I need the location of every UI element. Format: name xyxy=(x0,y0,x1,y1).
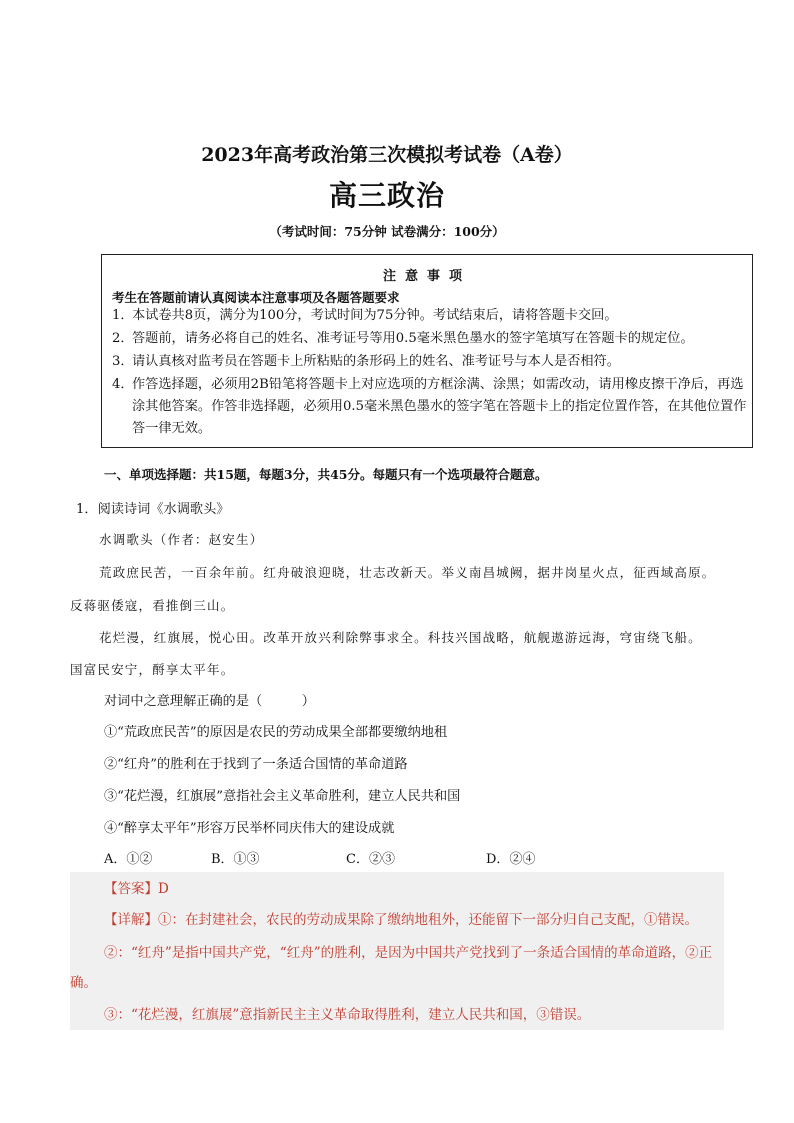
question-lead: 1．阅读诗词《水调歌头》 xyxy=(76,502,230,517)
notice-item-text: 作答选择题，必须用2B铅笔将答题卡上对应选项的方框涂满、涂黑；如需改动，请用橡皮擦干净后，再选涂其他答案。作答非选择题，必须用0.5毫米黑色墨水的签字笔在答题卡上的指定位置作答，在其他位置作答一律无效。 xyxy=(132,377,747,436)
detail-tag: 【详解】 xyxy=(104,912,158,928)
question-prompt: 对词中之意理解正确的是（ ） xyxy=(104,694,315,709)
poem-line: 荒政庶民苦，一百余年前。红舟破浪迎晓，壮志改新天。举义南昌城阙，据井岗星火点，征西域高原。 xyxy=(99,565,716,580)
notice-item-text: 答题前，请务必将自己的姓名、准考证号等用0.5毫米黑色墨水的签字笔填写在答题卡的规定位。 xyxy=(132,331,694,346)
option-d[interactable]: D．②④ xyxy=(486,852,536,867)
notice-item-number: 2． xyxy=(112,331,134,346)
notice-item xyxy=(112,351,748,373)
notice-item-number: 4． xyxy=(112,377,134,392)
notice-item-text: 请认真核对监考员在答题卡上所粘贴的条形码上的姓名、准考证号与本人是否相符。 xyxy=(132,354,620,369)
subject-title: 高三政治 xyxy=(328,179,445,212)
detail-line xyxy=(104,909,724,931)
statement: ④“醉享太平年”形容万民举杯同庆伟大的建设成就 xyxy=(104,821,395,836)
poem-title: 水调歌头（作者：赵安生） xyxy=(99,532,264,547)
notice-title: 注意事项 xyxy=(382,269,471,284)
exam-title: 2023年高考政治第三次模拟考试卷（A卷） xyxy=(201,144,573,166)
notice-intro: 考生在答题前请认真阅读本注意事项及各题答题要求 xyxy=(112,290,400,305)
notice-item xyxy=(112,374,748,440)
poem-line: 花烂漫，红旗展，悦心田。改革开放兴利除弊事求全。科技兴国战略，航舰遨游远海，穹宙绕飞船。 xyxy=(99,630,702,645)
statement: ①“荒政庶民苦”的原因是农民的劳动成果全部都要缴纳地租 xyxy=(104,725,448,740)
statement: ③“花烂漫，红旗展”意指社会主义革命胜利，建立人民共和国 xyxy=(104,789,461,804)
poem-line: 反蒋驱倭寇，看推倒三山。 xyxy=(70,598,235,613)
exam-meta: （考试时间：75分钟 试卷满分：100分） xyxy=(269,224,505,239)
detail-line: ③：“花烂漫，红旗展”意指新民主主义革命取得胜利，建立人民共和国，③错误。 xyxy=(104,1007,591,1023)
option-c[interactable]: C．②③ xyxy=(346,852,395,867)
option-b[interactable]: B．①③ xyxy=(211,852,260,867)
option-a[interactable]: A．①② xyxy=(104,852,153,867)
answer-box xyxy=(70,872,724,1030)
section-heading: 一、单项选择题：共15题，每题3分，共45分。每题只有一个选项最符合题意。 xyxy=(104,467,548,482)
answer-value: D xyxy=(158,881,169,897)
notice-box xyxy=(101,254,753,448)
notice-item-number: 1． xyxy=(112,308,134,323)
poem-line: 国富民安宁，酹享太平年。 xyxy=(70,662,235,677)
notice-item xyxy=(112,305,748,327)
statement: ②“红舟”的胜利在于找到了一条适合国情的革命道路 xyxy=(104,757,408,772)
detail-text: ①：在封建社会，农民的劳动成果除了缴纳地租外，还能留下一部分归自己支配，①错误。 xyxy=(158,912,698,928)
answer-tag: 【答案】 xyxy=(104,881,158,897)
notice-item-number: 3． xyxy=(112,354,134,369)
answer-line xyxy=(104,878,704,900)
notice-item-text: 本试卷共8页，满分为100分，考试时间为75分钟。考试结束后，请将答题卡交回。 xyxy=(132,308,618,323)
notice-item xyxy=(112,328,748,350)
detail-line: 确。 xyxy=(70,975,97,991)
detail-line: ②：“红舟”是指中国共产党，“红舟”的胜利，是因为中国共产党找到了一条适合国情的革命道路，②正 xyxy=(104,945,713,961)
